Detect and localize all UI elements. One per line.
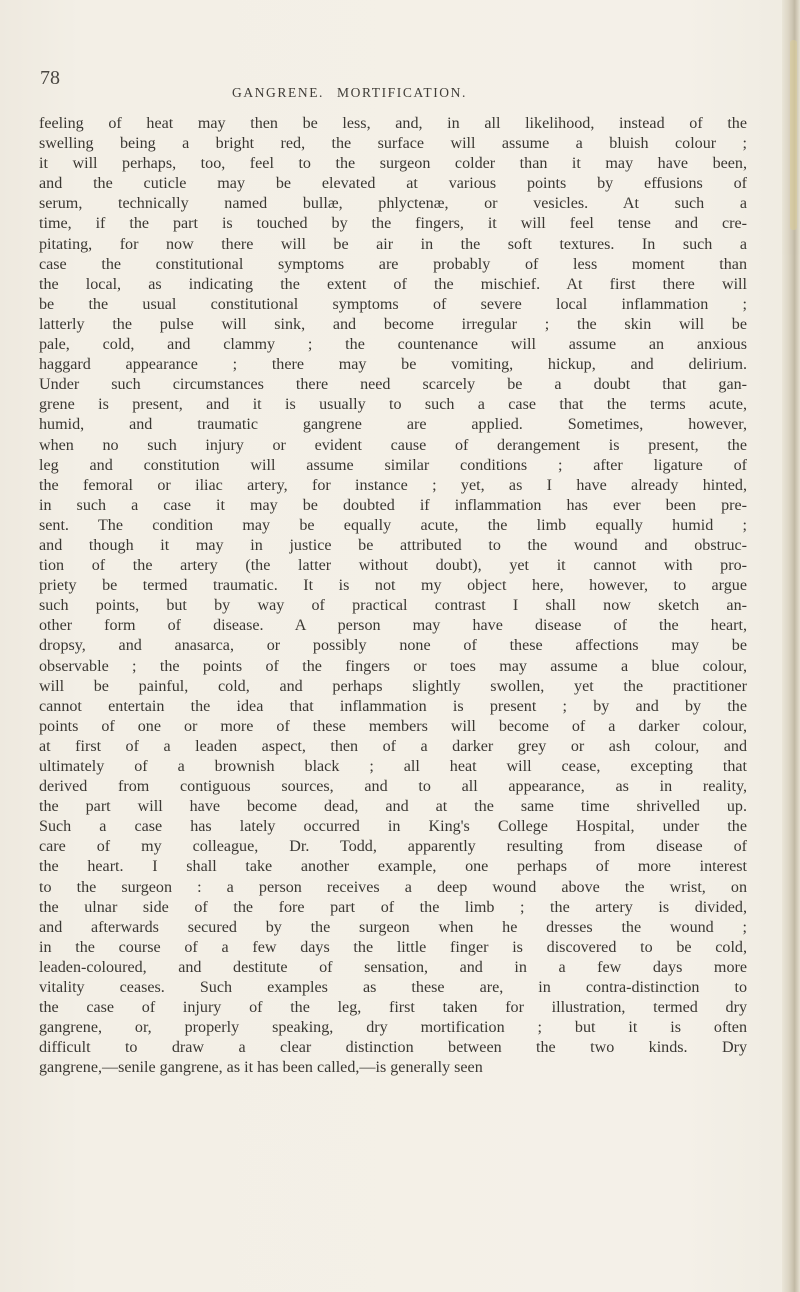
text-line: in such a case it may be doubted if inflammation has ever been pre-	[39, 496, 747, 514]
text-line: sent. The condition may be equally acute, the limb equally humid ;	[39, 516, 747, 534]
text-line: the case of injury of the leg, first taken for illustration, termed dry	[39, 999, 747, 1017]
text-line: pitating, for now there will be air in the soft textures. In such a	[39, 235, 747, 253]
text-line: feeling of heat may then be less, and, in all likelihood, instead of the	[39, 115, 747, 132]
body-text	[39, 114, 747, 1079]
text-line: the ulnar side of the fore part of the limb ; the artery is divided,	[39, 898, 747, 916]
page-number: 78	[40, 67, 60, 89]
text-line: gangrene, or, properly speaking, dry mortification ; but it is often	[39, 1019, 747, 1037]
text-line: cannot entertain the idea that inflammation is present ; by and by the	[39, 697, 747, 715]
text-line: swelling being a bright red, the surface will assume a bluish colour ;	[39, 135, 747, 153]
text-line: Such a case has lately occurred in King's College Hospital, under the	[39, 818, 747, 836]
text-line: the part will have become dead, and at the same time shrivelled up.	[39, 798, 747, 816]
text-line: it will perhaps, too, feel to the surgeon colder than it may have been,	[39, 155, 747, 173]
text-line: care of my colleague, Dr. Todd, apparently resulting from disease of	[39, 838, 747, 856]
edge-stain	[790, 40, 797, 230]
text-line: humid, and traumatic gangrene are applied. Sometimes, however,	[39, 416, 747, 434]
text-line: ultimately of a brownish black ; all heat will cease, excepting that	[39, 758, 747, 775]
text-line: in the course of a few days the little finger is discovered to be cold,	[39, 938, 747, 956]
text-line: pale, cold, and clammy ; the countenance will assume an anxious	[39, 336, 747, 354]
text-line: and the cuticle may be elevated at various points by effusions of	[39, 175, 747, 193]
text-line: haggard appearance ; there may be vomiting, hickup, and delirium.	[39, 356, 747, 374]
text-line: priety be termed traumatic. It is not my object here, however, to argue	[39, 577, 747, 595]
text-line: leaden-coloured, and destitute of sensation, and in a few days more	[39, 958, 747, 976]
text-line: gangrene,—senile gangrene, as it has been called,—is generally seen	[39, 1059, 483, 1077]
text-line: case the constitutional symptoms are probably of less moment than	[39, 255, 747, 273]
text-line: be the usual constitutional symptoms of severe local inflammation ;	[39, 295, 747, 313]
running-head: GANGRENE. MORTIFICATION.	[232, 85, 467, 100]
text-line: when no such injury or evident cause of derangement is present, the	[39, 436, 747, 454]
text-line: difficult to draw a clear distinction between the two kinds. Dry	[39, 1039, 747, 1057]
text-line: other form of disease. A person may have disease of the heart,	[39, 617, 747, 635]
text-line: vitality ceases. Such examples as these are, in contra-distinction to	[39, 979, 747, 997]
text-line: serum, technically named bullæ, phlyctenæ, or vesicles. At such a	[39, 195, 747, 213]
text-line: at first of a leaden aspect, then of a darker grey or ash colour, and	[39, 737, 747, 755]
text-line: observable ; the points of the fingers or toes may assume a blue colour,	[39, 657, 747, 675]
text-line: points of one or more of these members will become of a darker colour,	[39, 717, 747, 735]
text-line: will be painful, cold, and perhaps slightly swollen, yet the practitioner	[39, 677, 747, 695]
text-line: grene is present, and it is usually to such a case that the terms acute,	[39, 396, 747, 414]
text-line: Under such circumstances there need scarcely be a doubt that gan-	[39, 376, 747, 394]
text-line: latterly the pulse will sink, and become irregular ; the skin will be	[39, 315, 747, 333]
text-line: dropsy, and anasarca, or possibly none of these affections may be	[39, 637, 747, 655]
text-line: and though it may in justice be attributed to the wound and obstruc-	[39, 536, 747, 554]
text-line: the femoral or iliac artery, for instance ; yet, as I have already hinted,	[39, 476, 747, 494]
text-line: time, if the part is touched by the fingers, it will feel tense and cre-	[39, 215, 747, 233]
text-line: derived from contiguous sources, and to all appearance, as in reality,	[39, 778, 747, 796]
text-line: to the surgeon : a person receives a deep wound above the wrist, on	[39, 878, 747, 896]
text-line: tion of the artery (the latter without doubt), yet it cannot with pro-	[39, 557, 747, 575]
text-line: such points, but by way of practical contrast I shall now sketch an-	[39, 597, 747, 615]
text-line: and afterwards secured by the surgeon when he dresses the wound ;	[39, 918, 747, 936]
text-line: the heart. I shall take another example, one perhaps of more interest	[39, 858, 747, 876]
text-line: the local, as indicating the extent of the mischief. At first there will	[39, 275, 747, 293]
page-edge-shadow	[782, 0, 800, 1292]
text-line: leg and constitution will assume similar conditions ; after ligature of	[39, 456, 747, 474]
